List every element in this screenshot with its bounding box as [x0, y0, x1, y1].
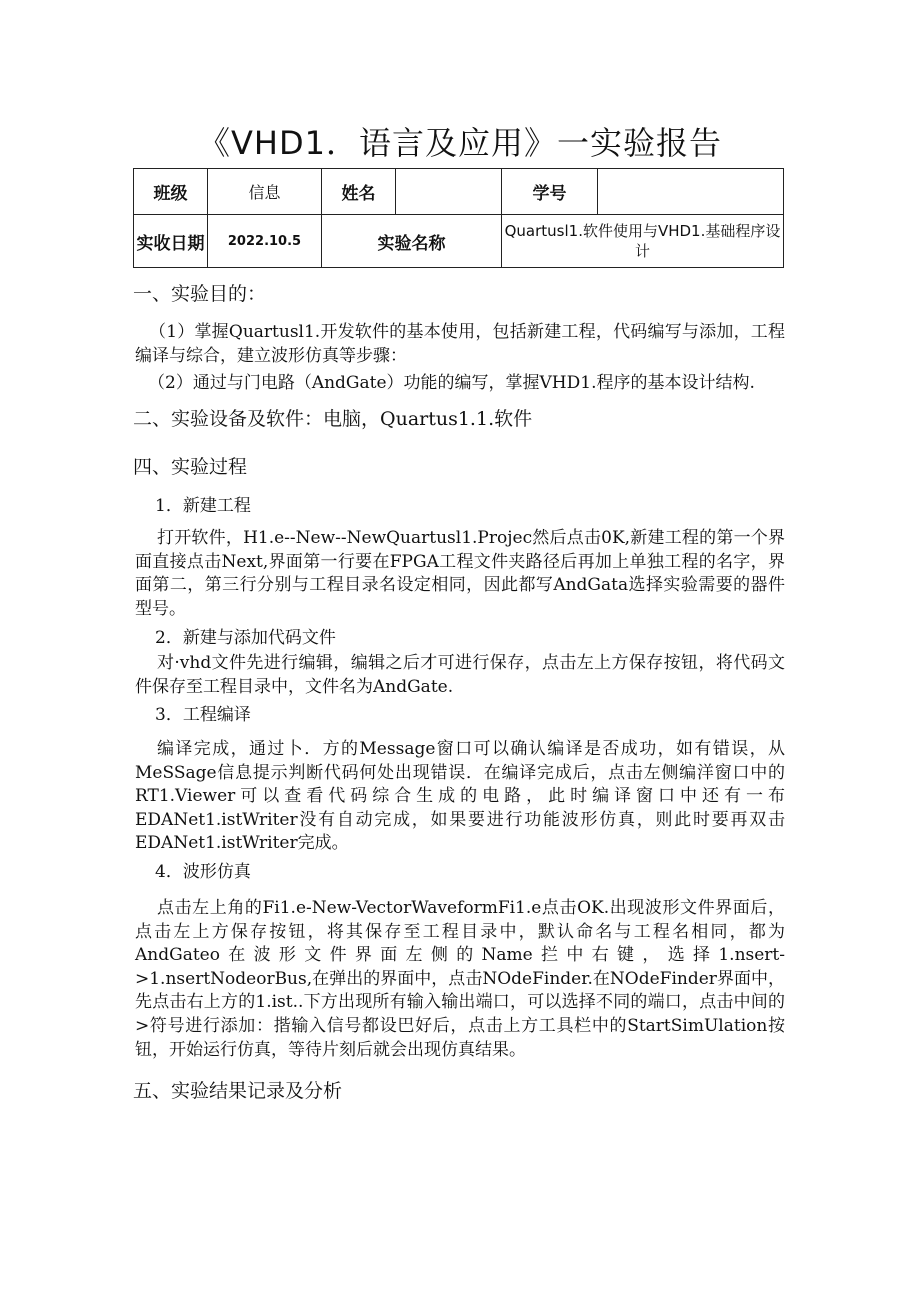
name-value	[396, 169, 502, 215]
section-heading-purpose: 一、实验目的：	[133, 283, 267, 305]
id-label: 学号	[502, 169, 598, 215]
section-heading-results: 五、实验结果记录及分析	[133, 1080, 343, 1102]
step-1-text: 打开软件，H1.e--New--NewQuartusl1.Projec然后点击0K,新建工程的第一个界面直接点击Next,界面第一行要在FPGA工程文件夹路径后再加上单独工程的名字，界面第二，第三行分别与工程目录名设定相同，因此都写AndGata选择实验需要的器件型号。	[135, 528, 785, 619]
section-heading-equipment: 二、实验设备及软件：电脑，Quartus1.1.软件	[133, 408, 533, 430]
step-4-text: 点击左上角的Fi1.e-New-VectorWaveformFi1.e点击OK.出现波形文件界面后，点击左上方保存按钮，将其保存至工程目录中，默认命名与工程名相同，都为AndGateo在波形文件界面左侧的Name拦中右键，选择1.nsert->1.nsertNodeorBus,在弹出的界面中，点击NOdeFinder.在NOdeFinder界面中，先点击右上方的1.ist..下方出现所有输入输出端口，可以选择不同的端口，点击中间的>符号进行添加：揩输入信号都设巴好后，点击上方工具栏中的StartSimUlation按钮，开始运行仿真，等待片刻后就会出现仿真结果。	[135, 898, 785, 1060]
purpose-item-2: （2）通过与门电路（AndGate）功能的编写，掌握VHD1.程序的基本设计结构.	[148, 373, 755, 393]
date-value: 2022.10.5	[208, 215, 322, 268]
experiment-name-label: 实验名称	[322, 215, 502, 268]
step-4-heading: 4．波形仿真	[155, 862, 251, 882]
step-3-text: 编译完成，通过卜．方的Message窗口可以确认编译是否成功，如有错误，从MeSSage信息提示判断代码何处出现错误．在编译完成后，点击左侧编洋窗口中的RT1.Viewer可以查看代码综合生成的电路，此时编译窗口中还有一布EDANet1.istWriter没有自动完成，如果要进行功能波形仿真，则此时要再双击EDANet1.istWriter完成。	[135, 739, 785, 854]
experiment-name-value: Quartusl1.软件使用与VHD1.基础程序设计	[502, 215, 784, 268]
info-table	[133, 168, 784, 268]
report-title: 《VHD1．语言及应用》一实验报告	[198, 124, 722, 162]
purpose-item-1: （1）掌握Quartusl1.开发软件的基本使用，包括新建工程，代码编写与添加，工程编译与综合，建立波形仿真等步骤：	[135, 322, 785, 366]
class-label: 班级	[134, 169, 208, 215]
date-label: 实收日期	[134, 215, 208, 268]
name-label: 姓名	[322, 169, 396, 215]
class-value: 信息	[208, 169, 322, 215]
id-value	[598, 169, 784, 215]
step-2-text: 对·vhd文件先进行编辑，编辑之后才可进行保存，点击左上方保存按钮，将代码文件保存至工程目录中，文件名为AndGate.	[135, 653, 785, 697]
step-3-heading: 3．工程编译	[155, 705, 251, 725]
step-1-heading: 1．新建工程	[155, 496, 251, 516]
section-heading-process: 四、实验过程	[133, 456, 248, 478]
step-2-heading: 2．新建与添加代码文件	[155, 628, 336, 648]
